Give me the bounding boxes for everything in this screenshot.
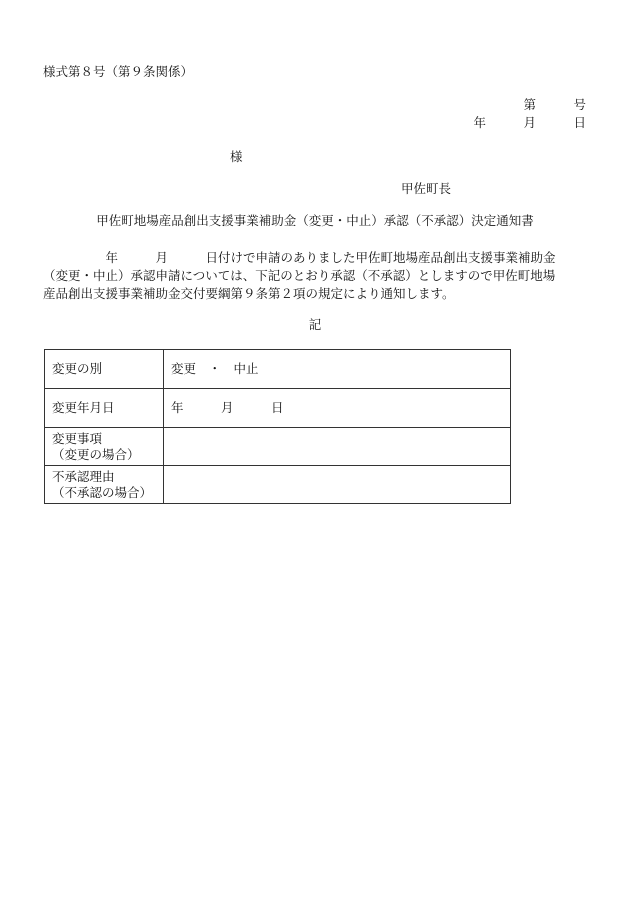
value-rejection-reason bbox=[164, 466, 511, 504]
label-change-date: 変更年月日 bbox=[45, 389, 164, 428]
table-row-change-date bbox=[45, 389, 511, 428]
addressee-suffix: 様 bbox=[230, 149, 243, 164]
label-rejection-reason-note: （不承認の場合） bbox=[52, 484, 153, 500]
table-row-change-items bbox=[45, 428, 511, 466]
label-change-items-main: 変更事項 bbox=[52, 430, 103, 446]
ki-heading: 記 bbox=[308, 317, 322, 332]
document-date-line: 年 月 日 bbox=[473, 115, 586, 130]
label-change-items bbox=[45, 428, 164, 466]
label-rejection-reason bbox=[45, 466, 164, 504]
form-number: 様式第８号（第９条関係） bbox=[43, 64, 194, 79]
value-change-date: 年 月 日 bbox=[164, 389, 511, 428]
label-change-type: 変更の別 bbox=[45, 350, 164, 389]
label-rejection-reason-main: 不承認理由 bbox=[52, 468, 115, 484]
document-number-line: 第 号 bbox=[523, 97, 586, 112]
value-change-type: 変更 ・ 中止 bbox=[164, 350, 511, 389]
issuer-name: 甲佐町長 bbox=[401, 181, 452, 196]
document-title: 甲佐町地場産品創出支援事業補助金（変更・中止）承認（不承認）決定通知書 bbox=[96, 213, 534, 228]
table-row-change-type bbox=[45, 350, 511, 389]
body-paragraph: 年 月 日付けで申請のありました甲佐町地場産品創出支援事業補助金 （変更・中止）承認申請については、下記のとおり承認（不承認）としますので甲佐町地場 産品創出支援事業補助金交付要綱第９条第２項の規定により通知します。 bbox=[43, 250, 556, 301]
table-row-rejection-reason bbox=[45, 466, 511, 504]
value-change-items bbox=[164, 428, 511, 466]
details-table bbox=[44, 349, 511, 504]
label-change-items-note: （変更の場合） bbox=[52, 446, 140, 462]
